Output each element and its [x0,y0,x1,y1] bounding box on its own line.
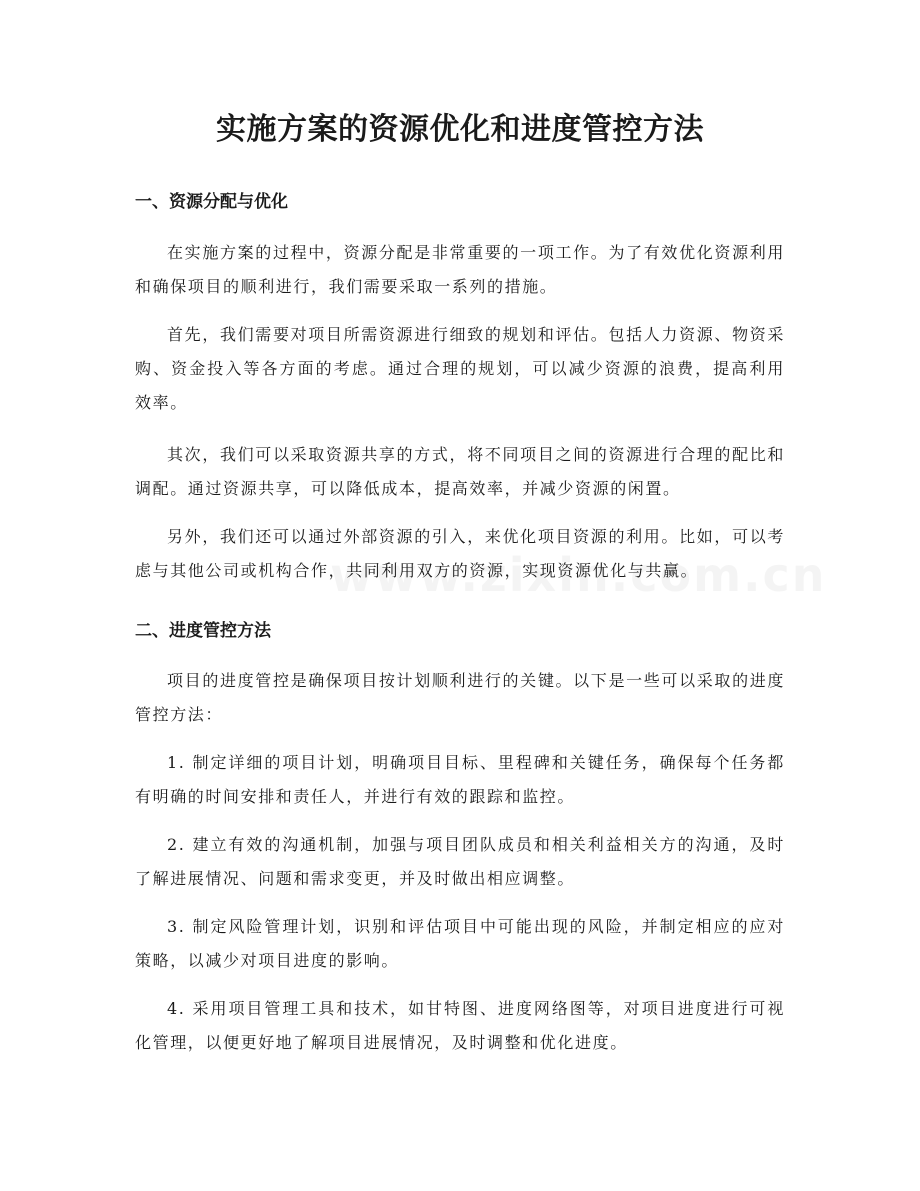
section-heading-resources: 一、资源分配与优化 [135,192,288,212]
paragraph-schedule-intro: 项目的进度管控是确保项目按计划顺利进行的关键。以下是一些可以采取的进度管控方法： [135,671,785,724]
paragraph-resources-second: 其次，我们可以采取资源共享的方式，将不同项目之间的资源进行合理的配比和调配。通过资源共享，可以降低成本，提高效率，并减少资源的闲置。 [135,445,785,498]
document-title: 实施方案的资源优化和进度管控方法 [216,112,704,147]
paragraph-resources-intro: 在实施方案的过程中，资源分配是非常重要的一项工作。为了有效优化资源利用和确保项目的顺利进行，我们需要采取一系列的措施。 [135,243,785,296]
section-heading-schedule: 二、进度管控方法 [135,621,271,641]
list-item-schedule-1: 1. 制定详细的项目计划，明确项目目标、里程碑和关键任务，确保每个任务都有明确的时间安排和责任人，并进行有效的跟踪和监控。 [135,753,785,806]
list-item-schedule-4: 4. 采用项目管理工具和技术，如甘特图、进度网络图等，对项目进度进行可视化管理，以便更好地了解项目进展情况，及时调整和优化进度。 [135,999,785,1052]
paragraph-resources-first: 首先，我们需要对项目所需资源进行细致的规划和评估。包括人力资源、物资采购、资金投入等各方面的考虑。通过合理的规划，可以减少资源的浪费，提高利用效率。 [135,325,785,412]
list-item-schedule-3: 3. 制定风险管理计划，识别和评估项目中可能出现的风险，并制定相应的应对策略，以减少对项目进度的影响。 [135,917,785,970]
list-item-schedule-2: 2. 建立有效的沟通机制，加强与项目团队成员和相关利益相关方的沟通，及时了解进展情况、问题和需求变更，并及时做出相应调整。 [135,835,785,888]
paragraph-resources-third: 另外，我们还可以通过外部资源的引入，来优化项目资源的利用。比如，可以考虑与其他公司或机构合作，共同利用双方的资源，实现资源优化与共赢。 [135,527,785,580]
